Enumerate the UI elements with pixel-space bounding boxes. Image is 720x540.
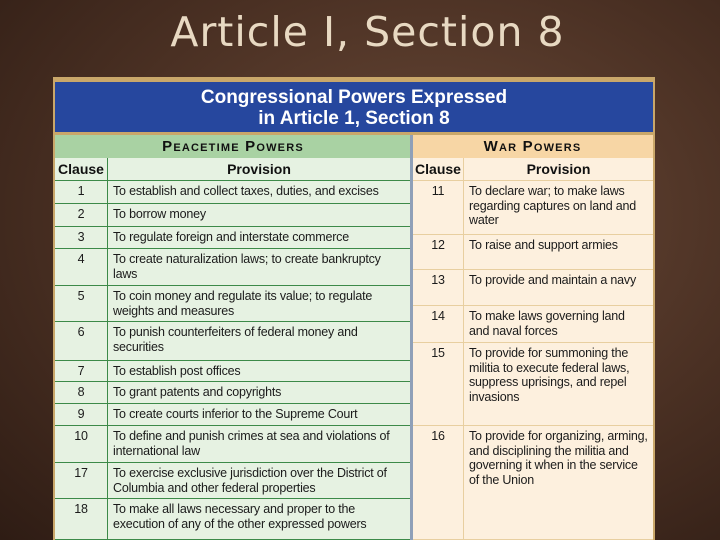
war-provision-header: Provision bbox=[464, 158, 653, 181]
war-provision-cell: To make laws governing land and naval forces bbox=[464, 306, 653, 343]
war-clause-cell: 12 bbox=[413, 235, 464, 270]
peace-clause-header: Clause bbox=[55, 158, 108, 181]
table-title-line2: in Article 1, Section 8 bbox=[258, 108, 450, 129]
peace-provision-cell: To borrow money bbox=[108, 204, 410, 227]
war-clause-cell: 13 bbox=[413, 270, 464, 306]
peace-provision-cell: To coin money and regulate its value; to regulate weights and measures bbox=[108, 286, 410, 322]
peace-provision-cell: To regulate foreign and interstate commerce bbox=[108, 227, 410, 249]
table-title-line1: Congressional Powers Expressed bbox=[200, 87, 508, 108]
peace-clause-cell: 9 bbox=[55, 404, 108, 426]
peace-clause-cell: 1 bbox=[55, 181, 108, 204]
peace-clause-cell: 6 bbox=[55, 322, 108, 361]
war-clause-cell: 16 bbox=[413, 426, 464, 540]
war-clause-cell: 14 bbox=[413, 306, 464, 343]
peace-provision-cell: To define and punish crimes at sea and violations of international law bbox=[108, 426, 410, 463]
table-banner bbox=[55, 82, 653, 132]
peace-provision-cell: To exercise exclusive jurisdiction over the District of Columbia and other federal properties bbox=[108, 463, 410, 499]
war-clause-header: Clause bbox=[413, 158, 464, 181]
peace-provision-cell: To create naturalization laws; to create bankruptcy laws bbox=[108, 249, 410, 286]
peace-clause-cell: 5 bbox=[55, 286, 108, 322]
congressional-powers-table bbox=[53, 77, 655, 540]
peace-provision-cell: To establish and collect taxes, duties, and excises bbox=[108, 181, 410, 204]
peace-clause-cell: 18 bbox=[55, 499, 108, 540]
peace-clause-cell: 3 bbox=[55, 227, 108, 249]
peace-clause-cell: 4 bbox=[55, 249, 108, 286]
peace-provision-cell: To punish counterfeiters of federal money and securities bbox=[108, 322, 410, 361]
peace-provision-cell: To make all laws necessary and proper to the execution of any of the other expressed powers bbox=[108, 499, 410, 540]
war-provision-cell: To provide for summoning the militia to execute federal laws, suppress uprisings, and repel invasions bbox=[464, 343, 653, 426]
war-clause-cell: 15 bbox=[413, 343, 464, 426]
war-provision-cell: To raise and support armies bbox=[464, 235, 653, 270]
peace-provision-cell: To grant patents and copyrights bbox=[108, 382, 410, 404]
peace-provision-header: Provision bbox=[108, 158, 410, 181]
war-provision-cell: To declare war; to make laws regarding captures on land and water bbox=[464, 181, 653, 235]
peace-provision-cell: To create courts inferior to the Supreme Court bbox=[108, 404, 410, 426]
peacetime-powers-header: Peacetime Powers bbox=[55, 135, 411, 158]
column-divider bbox=[410, 135, 413, 540]
peace-clause-cell: 17 bbox=[55, 463, 108, 499]
peace-clause-cell: 10 bbox=[55, 426, 108, 463]
slide-title: Article I, Section 8 bbox=[170, 8, 565, 56]
peace-clause-cell: 2 bbox=[55, 204, 108, 227]
peace-clause-cell: 7 bbox=[55, 361, 108, 382]
war-provision-cell: To provide for organizing, arming, and disciplining the militia and governing it when in the service of the Union bbox=[464, 426, 653, 540]
peace-clause-cell: 8 bbox=[55, 382, 108, 404]
war-clause-cell: 11 bbox=[413, 181, 464, 235]
war-powers-header: War Powers bbox=[412, 135, 653, 158]
peace-provision-cell: To establish post offices bbox=[108, 361, 410, 382]
war-provision-cell: To provide and maintain a navy bbox=[464, 270, 653, 306]
